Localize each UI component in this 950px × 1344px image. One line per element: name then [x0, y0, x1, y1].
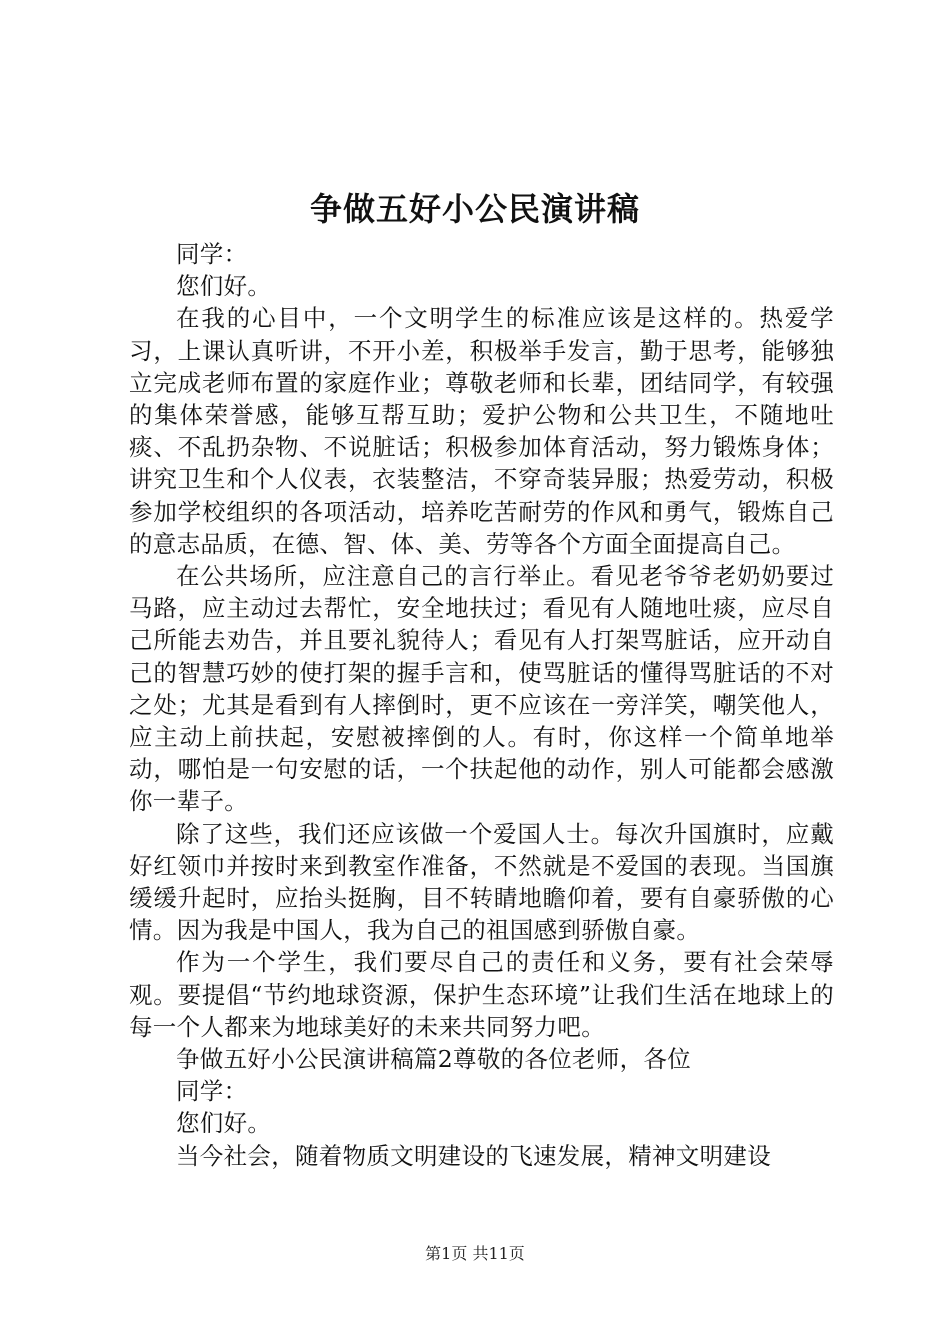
paragraph-society: 当今社会，随着物质文明建设的飞速发展，精神文明建设 [176, 1141, 771, 1170]
page-number-footer: 第1页 共11页 [425, 1244, 525, 1263]
paragraph-responsibility: 作为一个学生，我们要尽自己的责任和义务，要有社会荣辱观。要提倡“节约地球资源，保护生态环境”让我们生活在地球上的每一个人都来为地球美好的未来共同努力吧。 [129, 948, 834, 1041]
page-title: 争做五好小公民演讲稿 [309, 190, 640, 228]
document-body [129, 238, 834, 1172]
paragraph-greeting: 您们好。 [176, 272, 272, 301]
paragraph-patriotism: 除了这些，我们还应该做一个爱国人士。每次升国旗时，应戴好红领巾并按时来到教室作准备，不然就是不爱国的表现。当国旗缓缓升起时，应抬头挺胸，目不转睛地瞻仰着，要有自豪骄傲的心情。因为我是中国人，我为自己的祖国感到骄傲自豪。 [129, 819, 834, 945]
paragraph-civilized-student: 在我的心目中，一个文明学生的标准应该是这样的。热爱学习，上课认真听讲，不开小差，积极举手发言，勤于思考，能够独立完成老师布置的家庭作业；尊敬老师和长辈，团结同学，有较强的集体荣誉感，能够互帮互助；爱护公物和公共卫生，不随地吐痰、不乱扔杂物、不说脏话；积极参加体育活动，努力锻炼身体；讲究卫生和个人仪表，衣装整洁，不穿奇装异服；热爱劳动，积极参加学校组织的各项活动，培养吃苦耐劳的作风和勇气，锻炼自己的意志品质，在德、智、体、美、劳等各个方面全面提高自己。 [129, 304, 834, 558]
paragraph-speech-two-heading: 争做五好小公民演讲稿篇2尊敬的各位老师，各位 [176, 1045, 692, 1074]
paragraph-salutation-2: 同学： [176, 1077, 248, 1106]
paragraph-greeting-2: 您们好。 [176, 1109, 272, 1138]
paragraph-salutation: 同学： [176, 240, 248, 268]
paragraph-public-places: 在公共场所，应注意自己的言行举止。看见老爷爷老奶奶要过马路，应主动过去帮忙，安全地扶过；看见有人随地吐痰，应尽自己所能去劝告，并且要礼貌待人；看见有人打架骂脏话，应开动自己的智慧巧妙的使打架的握手言和，使骂脏话的懂得骂脏话的不对之处；尤其是看到有人摔倒时，更不应该在一旁洋笑，嘲笑他人，应主动上前扶起，安慰被摔倒的人。有时，你这样一个简单地举动，哪怕是一句安慰的话，一个扶起他的动作，别人可能都会感激你一辈子。 [129, 562, 834, 816]
